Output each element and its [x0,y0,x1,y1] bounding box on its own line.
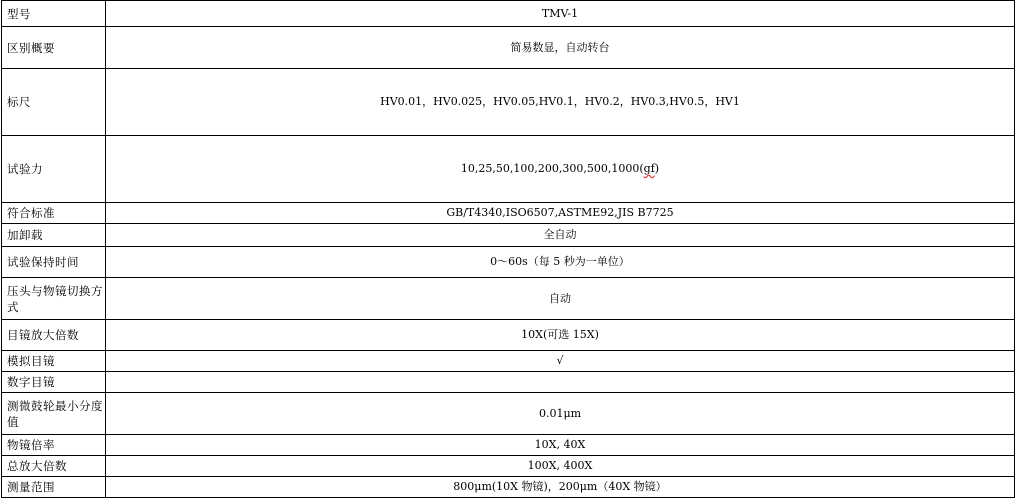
table-row [2,456,1015,477]
table-row [2,247,1015,278]
row-value: 100X, 400X [106,456,1015,477]
table-row [2,393,1015,435]
table-row [2,435,1015,456]
row-value: TMV-1 [106,1,1015,27]
force-values: 10,25,50,100,200,300,500,1000( [460,162,644,175]
table-row [2,372,1015,393]
table-row [2,1,1015,27]
row-label: 试验力 [2,136,106,203]
table-row [2,477,1015,498]
table-row [2,136,1015,203]
row-value: √ [106,351,1015,372]
row-value: 0～60s（每 5 秒为一单位） [106,247,1015,278]
table-row [2,69,1015,136]
row-label: 目镜放大倍数 [2,320,106,351]
row-label: 模拟目镜 [2,351,106,372]
row-label: 总放大倍数 [2,456,106,477]
row-label: 标尺 [2,69,106,136]
row-value: 自动 [106,278,1015,320]
table-row [2,320,1015,351]
row-label: 符合标准 [2,203,106,224]
table-row [2,224,1015,247]
row-label: 测微鼓轮最小分度值 [2,393,106,435]
force-values-close: ) [654,162,660,175]
row-label: 型号 [2,1,106,27]
row-value: GB/T4340,ISO6507,ASTME92,JIS B7725 [106,203,1015,224]
table-row [2,27,1015,69]
row-value: 0.01μm [106,393,1015,435]
table-row [2,278,1015,320]
row-value [106,136,1015,203]
row-label: 物镜倍率 [2,435,106,456]
table-row [2,351,1015,372]
row-value: 10X(可选 15X) [106,320,1015,351]
row-value: 简易数显，自动转台 [106,27,1015,69]
row-label: 测量范围 [2,477,106,498]
table-row [2,203,1015,224]
row-value: 10X, 40X [106,435,1015,456]
row-label: 压头与物镜切换方式 [2,278,106,320]
row-label: 加卸载 [2,224,106,247]
spellcheck-underlined-unit: gf [643,162,655,175]
row-label: 试验保持时间 [2,247,106,278]
spec-table [1,0,1015,498]
row-value: HV0.01，HV0.025，HV0.05,HV0.1，HV0.2，HV0.3,HV0.5，HV1 [106,69,1015,136]
row-value: 800μm(10X 物镜)，200μm（40X 物镜） [106,477,1015,498]
row-value [106,372,1015,393]
row-value: 全自动 [106,224,1015,247]
row-label: 数字目镜 [2,372,106,393]
row-label: 区别概要 [2,27,106,69]
